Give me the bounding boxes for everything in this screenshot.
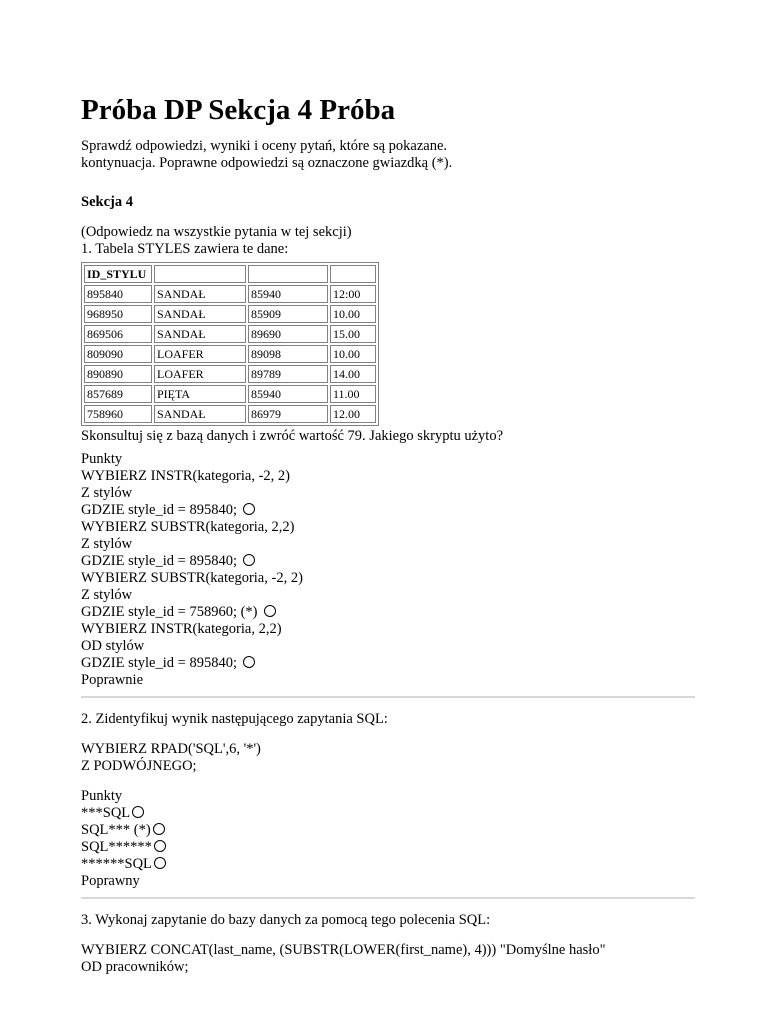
- table-cell: 85909: [248, 305, 328, 323]
- table-cell: 86979: [248, 405, 328, 423]
- option-line: [81, 856, 696, 873]
- option-text: ***SQL: [81, 805, 131, 821]
- table-cell: 895840: [84, 285, 152, 303]
- section-instruction: (Odpowiedz na wszystkie pytania w tej sekcji): [81, 224, 352, 240]
- table-cell: 85940: [248, 285, 328, 303]
- option-line: WYBIERZ INSTR(kategoria, -2, 2): [81, 468, 290, 484]
- result-label: Poprawnie: [81, 672, 144, 688]
- query-line: OD pracowników;: [81, 959, 189, 975]
- table-cell: 890890: [84, 365, 152, 383]
- table-cell: 12:00: [330, 285, 376, 303]
- option-text: GDZIE style_id = 895840;: [81, 502, 237, 518]
- table-header-cell: ID_STYLU: [84, 265, 152, 283]
- option-line: WYBIERZ SUBSTR(kategoria, -2, 2): [81, 570, 303, 586]
- option-line: [81, 839, 696, 856]
- table-row: [84, 325, 376, 343]
- option-line: [81, 822, 696, 839]
- table-cell: 14.00: [330, 365, 376, 383]
- question-1-text: 1. Tabela STYLES zawiera te dane:: [81, 241, 289, 257]
- table-row: [84, 405, 376, 423]
- radio-button[interactable]: [154, 840, 166, 852]
- radio-button[interactable]: [132, 806, 144, 818]
- question-3-text: 3. Wykonaj zapytanie do bazy danych za pomocą tego polecenia SQL:: [81, 912, 491, 928]
- radio-button[interactable]: [243, 503, 255, 515]
- option-line: [81, 805, 696, 822]
- table-cell: 15.00: [330, 325, 376, 343]
- option-line: WYBIERZ INSTR(kategoria, 2,2): [81, 621, 282, 637]
- intro-line-2: kontynuacja. Poprawne odpowiedzi są oznaczone gwiazdką (*).: [81, 155, 453, 171]
- result-label: Poprawny: [81, 873, 140, 889]
- query-line: WYBIERZ CONCAT(last_name, (SUBSTR(LOWER(first_name), 4))) "Domyślne hasło": [81, 942, 606, 958]
- table-cell: 809090: [84, 345, 152, 363]
- option-line: [81, 655, 696, 672]
- table-cell: 968950: [84, 305, 152, 323]
- table-cell: PIĘTA: [154, 385, 246, 403]
- table-cell: 85940: [248, 385, 328, 403]
- option-line: [81, 502, 696, 519]
- table-cell: SANDAŁ: [154, 405, 246, 423]
- table-cell: 12.00: [330, 405, 376, 423]
- table-header-cell: [154, 265, 246, 283]
- table-cell: 11.00: [330, 385, 376, 403]
- option-line: [81, 553, 696, 570]
- question-2-text: 2. Zidentyfikuj wynik następującego zapytania SQL:: [81, 711, 388, 727]
- table-row: [84, 305, 376, 323]
- table-header-cell: [330, 265, 376, 283]
- table-row: [84, 385, 376, 403]
- table-cell: SANDAŁ: [154, 285, 246, 303]
- table-cell: 89789: [248, 365, 328, 383]
- table-row: [84, 365, 376, 383]
- option-line: Z stylów: [81, 485, 133, 501]
- radio-button[interactable]: [243, 656, 255, 668]
- option-text: SQL*** (*): [81, 822, 151, 838]
- query-line: Z PODWÓJNEGO;: [81, 758, 197, 774]
- radio-button[interactable]: [153, 823, 165, 835]
- option-line: OD stylów: [81, 638, 145, 654]
- styles-table: [81, 262, 379, 426]
- points-label: Punkty: [81, 788, 123, 804]
- table-cell: LOAFER: [154, 345, 246, 363]
- radio-button[interactable]: [154, 857, 166, 869]
- divider: [81, 897, 695, 899]
- table-header-row: [84, 265, 376, 283]
- question-1-prompt: Skonsultuj się z bazą danych i zwróć wartość 79. Jakiego skryptu użyto?: [81, 428, 504, 444]
- table-row: [84, 285, 376, 303]
- table-header-cell: [248, 265, 328, 283]
- table-cell: 869506: [84, 325, 152, 343]
- radio-button[interactable]: [264, 605, 276, 617]
- table-cell: 10.00: [330, 345, 376, 363]
- option-text: GDZIE style_id = 758960; (*): [81, 604, 258, 620]
- table-cell: SANDAŁ: [154, 325, 246, 343]
- table-cell: 10.00: [330, 305, 376, 323]
- table-cell: 89690: [248, 325, 328, 343]
- table-cell: 89098: [248, 345, 328, 363]
- table-cell: SANDAŁ: [154, 305, 246, 323]
- table-cell: 758960: [84, 405, 152, 423]
- option-text: GDZIE style_id = 895840;: [81, 553, 237, 569]
- option-line: Z stylów: [81, 587, 133, 603]
- divider: [81, 696, 695, 698]
- table-cell: 857689: [84, 385, 152, 403]
- option-text: ******SQL: [81, 856, 152, 872]
- table-row: [84, 345, 376, 363]
- option-line: WYBIERZ SUBSTR(kategoria, 2,2): [81, 519, 295, 535]
- option-text: GDZIE style_id = 895840;: [81, 655, 237, 671]
- section-title: Sekcja 4: [81, 194, 133, 210]
- radio-button[interactable]: [243, 554, 255, 566]
- points-label: Punkty: [81, 451, 123, 467]
- option-line: [81, 604, 696, 621]
- option-line: Z stylów: [81, 536, 133, 552]
- table-cell: LOAFER: [154, 365, 246, 383]
- option-text: SQL******: [81, 839, 152, 855]
- query-line: WYBIERZ RPAD('SQL',6, '*'): [81, 741, 261, 757]
- page-title: Próba DP Sekcja 4 Próba: [81, 94, 396, 126]
- intro-line-1: Sprawdź odpowiedzi, wyniki i oceny pytań, które są pokazane.: [81, 138, 448, 154]
